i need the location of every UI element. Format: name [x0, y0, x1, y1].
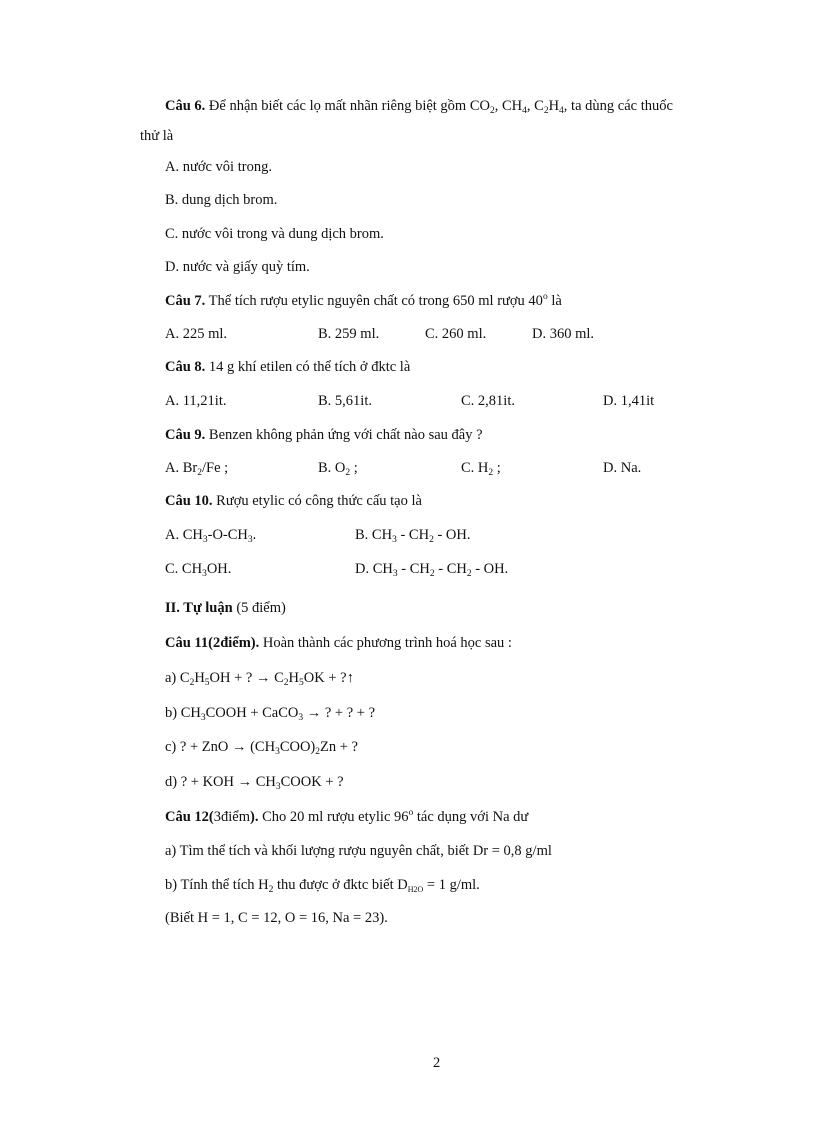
q6-option-c: C. nước vôi trong và dung dịch brom.	[165, 226, 384, 242]
q6-option-a: A. nước vôi trong.	[165, 159, 272, 175]
q8-option-a: A. 11,21it.	[165, 393, 227, 409]
q7-option-b: B. 259 ml.	[318, 326, 380, 342]
q11-stem: Câu 11(2điểm). Hoàn thành các phương trình hoá học sau :	[165, 635, 512, 651]
q11-equation-c: c) ? + ZnO → $(CH_3COO)_2Zn$ + ?	[165, 739, 358, 757]
q10-label: Câu 10.	[165, 493, 213, 509]
part2-heading: II. Tự luận (5 điểm)	[165, 600, 286, 616]
q10-option-a: A. $CH_3-O-CH_3$.	[165, 527, 257, 545]
q9-option-c: C. $H_2$ ;	[461, 460, 501, 478]
q11-equation-b: b) $CH_3COOH$ + CaCO$_3$ → ? + ? + ?	[165, 705, 376, 723]
q10-option-d: D. $CH_3 - CH_2 - CH_2$ - OH.	[355, 561, 509, 579]
q7-label: Câu 7.	[165, 293, 206, 309]
q11-label: Câu 11(2điểm).	[165, 635, 260, 651]
q8-option-b: B. 5,61it.	[318, 393, 372, 409]
q12-label: Câu 12(3điểm).	[165, 809, 259, 825]
q11-equation-d: d) ? + KOH → $CH_3COOK$ + ?	[165, 774, 344, 792]
page-number: 2	[433, 1055, 441, 1071]
q9-label: Câu 9.	[165, 427, 206, 443]
q8-option-d: D. 1,41it	[603, 393, 655, 409]
q11-equation-a: a) $C_2H_5OH$ + ? → $C_2H_5OK$ + ?↑	[165, 670, 354, 688]
q9-option-d: D. Na.	[603, 460, 642, 476]
q12-stem: Câu 12(3điểm). Cho 20 ml rượu etylic 96$^o$ tác dụng với Na dư	[165, 808, 529, 825]
q7-option-c: C. 260 ml.	[425, 326, 487, 342]
q6-option-b: B. dung dịch brom.	[165, 192, 278, 208]
q8-option-c: C. 2,81it.	[461, 393, 515, 409]
q10-stem: Câu 10. Rượu etylic có công thức cấu tạo là	[165, 493, 422, 509]
q10-option-b: B. $CH_3 - CH_2$ - OH.	[355, 527, 471, 545]
q6-stem-line2: thử là	[140, 128, 174, 144]
q6-option-d: D. nước và giấy quỳ tím.	[165, 259, 310, 275]
q7-option-a: A. 225 ml.	[165, 326, 228, 342]
q6-label: Câu 6.	[165, 98, 206, 114]
q9-option-a: A. $Br_2/Fe$ ;	[165, 460, 229, 478]
q10-option-c: C. $CH_3OH$.	[165, 561, 232, 579]
q12-given-data: (Biết H = 1, C = 12, O = 16, Na = 23).	[165, 910, 388, 926]
gas-arrow-icon: ↑	[346, 670, 354, 686]
q6-stem: Câu 6. Để nhận biết các lọ mất nhãn riêng biệt gồm $CO_2$, $CH_4$, $C_2H_4$, ta dùng các thuốc	[165, 98, 673, 116]
q9-stem: Câu 9. Benzen không phản ứng với chất nào sau đây ?	[165, 427, 483, 443]
q7-stem: Câu 7. Thể tích rượu etylic nguyên chất có trong 650 ml rượu 40$^o$ là	[165, 292, 562, 309]
q12-part-a: a) Tìm thể tích và khối lượng rượu nguyên chất, biết Dr = 0,8 g/ml	[165, 843, 552, 859]
q7-option-d: D. 360 ml.	[532, 326, 595, 342]
q9-option-b: B. $O_2$ ;	[318, 460, 358, 478]
q12-part-b: b) Tính thể tích $H_2$ thu được ở đktc biết $D_{H2O} = 1$ g/ml.	[165, 877, 480, 895]
q8-stem: Câu 8. 14 g khí etilen có thể tích ở đktc là	[165, 359, 411, 375]
q8-label: Câu 8.	[165, 359, 206, 375]
